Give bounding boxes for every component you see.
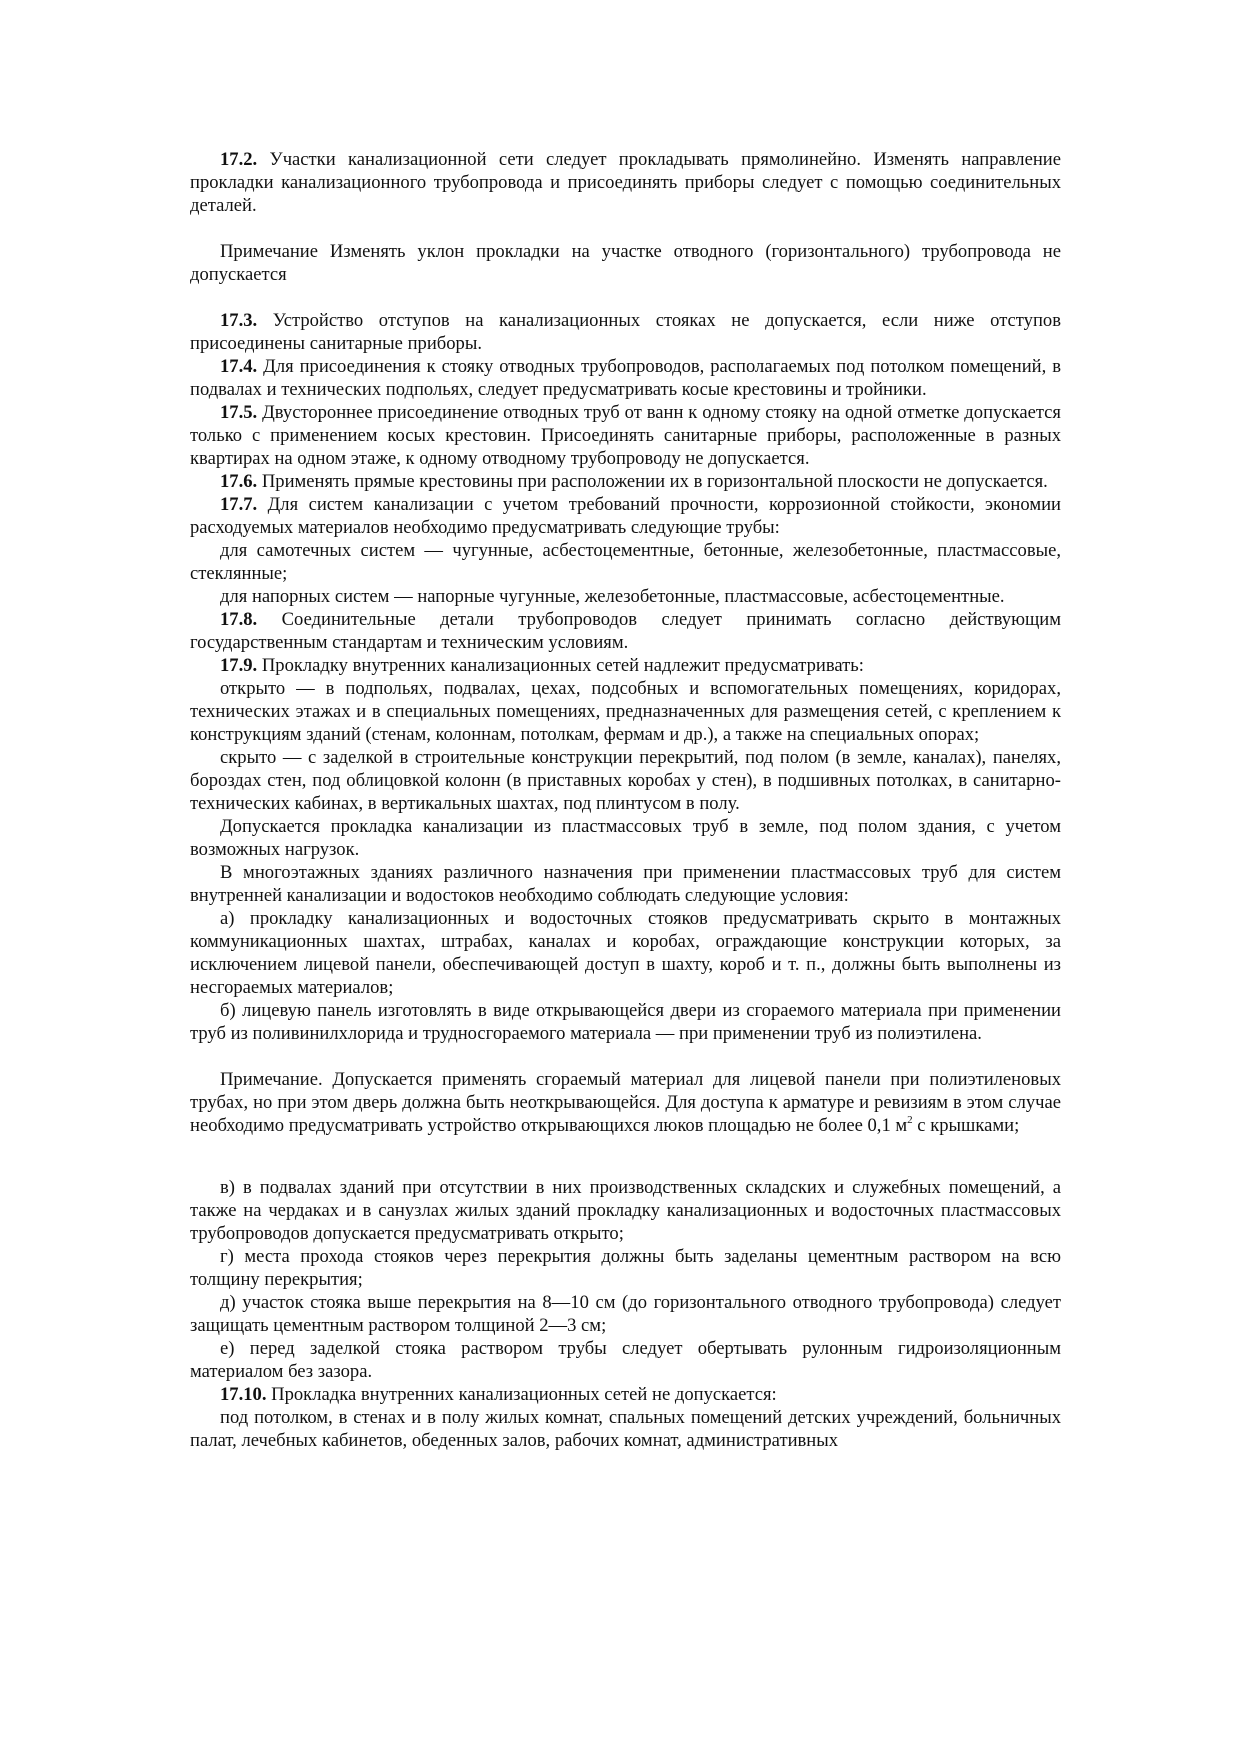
- clause-number: 17.7.: [220, 494, 258, 515]
- condition-v: в) в подвалах зданий при отсутствии в них производственных складских и служебных помещений, а также на чердаках и в санузлах жилых зданий прокладку канализационных и водосточных пластмассовых трубопроводов допускается предусматривать открыто;: [190, 1177, 1061, 1244]
- spacer: [190, 286, 1061, 309]
- spacer: [190, 1045, 1061, 1068]
- list-item-samotechnye: для самотечных систем — чугунные, асбестоцементные, бетонные, железобетонные, пластмассовые, стеклянные;: [190, 540, 1061, 584]
- clause-text: Для систем канализации с учетом требований прочности, коррозионной стойкости, экономии расходуемых материалов необходимо предусматривать следующие трубы:: [190, 494, 1061, 538]
- superscript: 2: [907, 1114, 913, 1126]
- clause-text: Двустороннее присоединение отводных труб от ванн к одному стояку на одной отметке допускается только с применением косых крестовин. Присоединять санитарные приборы, расположенные в разных квартирах на одном этаже, к одному отводному трубопроводу не допускается.: [190, 402, 1061, 469]
- clause-text: Устройство отступов на канализационных стояках не допускается, если ниже отступов присоединены санитарные приборы.: [190, 310, 1061, 354]
- paragraph-multistorey: В многоэтажных зданиях различного назначения при применении пластмассовых труб для систем внутренней канализации и водостоков необходимо соблюдать следующие условия:: [190, 862, 1061, 906]
- clause-text: Прокладка внутренних канализационных сетей не допускается:: [271, 1384, 777, 1405]
- paragraph-17-3: [190, 309, 1061, 355]
- clause-number: 17.5.: [220, 402, 258, 423]
- note-text: Примечание. Допускается применять сгораемый материал для лицевой панели при полиэтиленовых трубах, но при этом дверь должна быть неоткрывающейся. Для доступа к арматуре и ревизиям в этом случае необходимо предусматривать устройство открывающихся люков площадью не более 0,1 м: [190, 1069, 1061, 1136]
- clause-text: Прокладку внутренних канализационных сетей надлежит предусматривать:: [261, 655, 864, 676]
- list-item-otkryto: открыто — в подпольях, подвалах, цехах, подсобных и вспомогательных помещениях, коридорах, технических этажах и в специальных помещениях, предназначенных для размещения сетей, с креплением к конструкциям зданий (стенам, колоннам, потолкам, фермам и др.), а также на специальных опорах;: [190, 678, 1061, 745]
- list-item-prohibited-rooms: под потолком, в стенах и в полу жилых комнат, спальных помещений детских учреждений, больничных палат, лечебных кабинетов, обеденных залов, рабочих комнат, административных: [190, 1407, 1061, 1451]
- clause-number: 17.2.: [220, 149, 258, 170]
- list-item-skryto: скрыто — с заделкой в строительные конструкции перекрытий, под полом (в земле, каналах), панелях, бороздах стен, под облицовкой колонн (в приставных коробах у стен), в подшивных потолках, в санитарно-технических кабинах, в вертикальных шахтах, под плинтусом в полу.: [190, 747, 1061, 814]
- condition-d: д) участок стояка выше перекрытия на 8—10 см (до горизонтального отводного трубопровода) следует защищать цементным раствором толщиной 2—3 см;: [190, 1292, 1061, 1336]
- paragraph-17-4: [190, 355, 1061, 401]
- spacer: [190, 217, 1061, 240]
- paragraph-17-9: [190, 654, 1061, 677]
- condition-a: а) прокладку канализационных и водосточных стояков предусматривать скрыто в монтажных коммуникационных шахтах, штрабах, каналах и коробах, ограждающие конструкции которых, за исключением лицевой панели, обеспечивающей доступ в шахту, короб и т. п., должны быть выполнены из несгораемых материалов;: [190, 908, 1061, 998]
- condition-g: г) места прохода стояков через перекрытия должны быть заделаны цементным раствором на всю толщину перекрытия;: [190, 1246, 1061, 1290]
- document-body: [190, 148, 1061, 1452]
- paragraph-17-8: [190, 608, 1061, 654]
- clause-text: Для присоединения к стояку отводных трубопроводов, располагаемых под потолком помещений, в подвалах и технических подпольях, следует предусматривать косые крестовины и тройники.: [190, 356, 1061, 400]
- paragraph-17-2: [190, 148, 1061, 217]
- clause-text: Применять прямые крестовины при расположении их в горизонтальной плоскости не допускается.: [261, 471, 1048, 492]
- clause-number: 17.4.: [220, 356, 258, 377]
- paragraph-allowed: Допускается прокладка канализации из пластмассовых труб в земле, под полом здания, с учетом возможных нагрузок.: [190, 816, 1061, 860]
- paragraph-17-7: [190, 493, 1061, 539]
- clause-number: 17.8.: [220, 609, 258, 630]
- paragraph-17-10: [190, 1383, 1061, 1406]
- condition-b: б) лицевую панель изготовлять в виде открывающейся двери из сгораемого материала при применении труб из поливинилхлорида и трудносгораемого материала — при применении труб из полиэтилена.: [190, 1000, 1061, 1044]
- note-combustible: [190, 1068, 1061, 1137]
- clause-number: 17.6.: [220, 471, 258, 492]
- list-item-napornye: для напорных систем — напорные чугунные, железобетонные, пластмассовые, асбестоцементные.: [220, 586, 1005, 607]
- spacer: [190, 1137, 1061, 1160]
- clause-number: 17.3.: [220, 310, 258, 331]
- clause-number: 17.9.: [220, 655, 258, 676]
- paragraph-17-6: [190, 470, 1061, 493]
- clause-text: Соединительные детали трубопроводов следует принимать согласно действующим государственным стандартам и техническим условиям.: [190, 609, 1061, 653]
- condition-e: е) перед заделкой стояка раствором трубы следует обертывать рулонным гидроизоляционным материалом без зазора.: [190, 1338, 1061, 1382]
- paragraph-17-5: [190, 401, 1061, 470]
- note-tail: с крышками;: [912, 1115, 1020, 1136]
- spacer: [190, 1160, 1061, 1176]
- clause-text: Участки канализационной сети следует прокладывать прямолинейно. Изменять направление прокладки канализационного трубопровода и присоединять приборы следует с помощью соединительных деталей.: [190, 149, 1061, 216]
- note-uklon: [190, 240, 1061, 286]
- note-text: Примечание Изменять уклон прокладки на участке отводного (горизонтального) трубопровода не допускается: [190, 241, 1061, 285]
- clause-number: 17.10.: [220, 1384, 267, 1405]
